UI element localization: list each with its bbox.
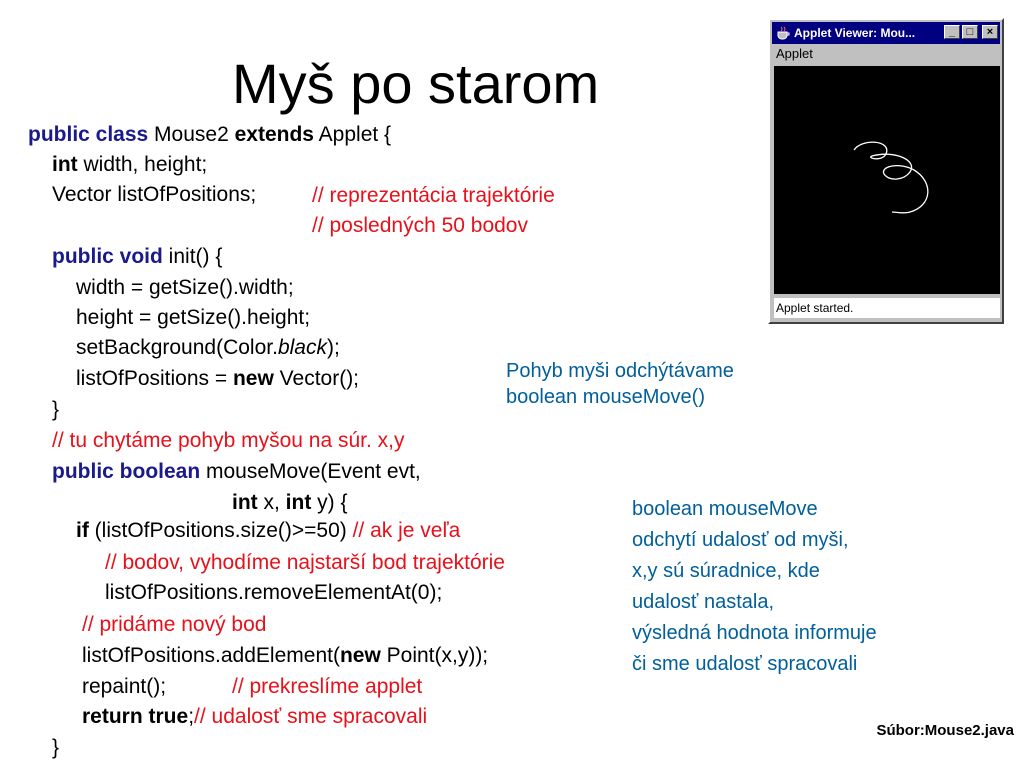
close-button[interactable]: × — [982, 25, 998, 39]
code-line-5: public void init() { — [52, 245, 223, 268]
code-line-17: // pridáme nový bod — [82, 613, 267, 636]
maximize-button[interactable]: □ — [962, 25, 978, 39]
minimize-button[interactable]: _ — [944, 25, 960, 39]
note-mousemove-catch: Pohyb myši odchýtávame boolean mouseMove() — [506, 360, 734, 408]
code-line-14: if (listOfPositions.size()>=50) // ak je veľa — [76, 519, 461, 542]
code-line-3: Vector listOfPositions; — [52, 183, 257, 206]
comment-repaint: // prekreslíme applet — [232, 675, 423, 698]
applet-menu[interactable]: Applet — [776, 46, 813, 61]
applet-window-title: Applet Viewer: Mou... — [794, 26, 916, 40]
code-line-2: int width, height; — [52, 153, 208, 176]
code-line-18: listOfPositions.addElement(new Point(x,y)); — [82, 644, 489, 667]
code-line-1: public class Mouse2 extends Applet { — [28, 123, 392, 146]
applet-canvas[interactable] — [774, 66, 1000, 294]
note-mousemove-explanation: boolean mouseMove odchytí udalosť od myši, x,y sú súradnice, kde udalosť nastala, výsledná hodnota informuje či sme udalosť spracovali — [632, 498, 877, 675]
code-line-16: listOfPositions.removeElementAt(0); — [105, 581, 443, 604]
code-line-19: repaint(); — [82, 675, 167, 698]
applet-viewer-window — [768, 18, 1004, 324]
code-line-7: height = getSize().height; — [76, 306, 311, 329]
code-line-11: // tu chytáme pohyb myšou na súr. x,y — [52, 429, 405, 452]
comment-last-50: // posledných 50 bodov — [312, 214, 528, 237]
code-line-10: } — [52, 398, 60, 421]
slide-title: Myš po starom — [232, 52, 600, 115]
mouse-trajectory-curve — [774, 66, 1000, 294]
code-line-15: // bodov, vyhodíme najstarší bod trajektórie — [105, 551, 505, 574]
code-line-12: public boolean mouseMove(Event evt, — [52, 460, 421, 483]
code-line-9: listOfPositions = new Vector(); — [76, 367, 360, 390]
java-cup-icon — [775, 25, 791, 41]
applet-titlebar[interactable] — [772, 22, 1000, 44]
source-file-label: Súbor:Mouse2.java — [876, 722, 1014, 739]
comment-trajectory: // reprezentácia trajektórie — [312, 184, 555, 207]
code-line-13: int x, int y) { — [232, 491, 348, 514]
applet-status-bar: Applet started. — [774, 298, 1000, 318]
code-line-20: return true;// udalosť sme spracovali — [82, 705, 428, 728]
code-line-6: width = getSize().width; — [76, 276, 294, 299]
code-line-8: setBackground(Color.black); — [76, 336, 340, 359]
code-line-21: } — [52, 736, 60, 759]
